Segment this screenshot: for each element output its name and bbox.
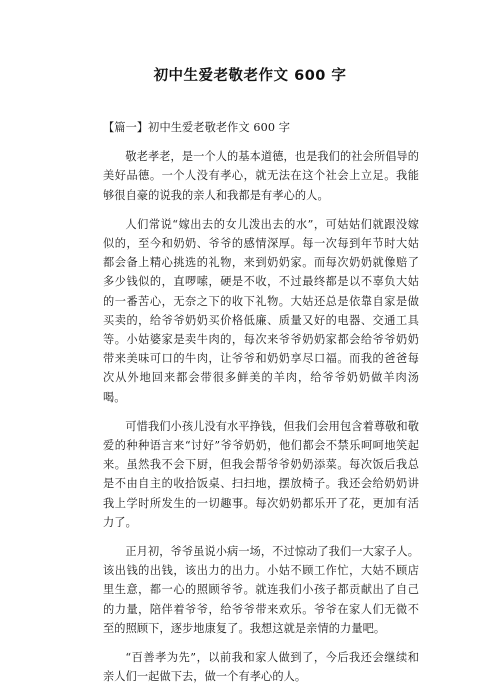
paragraph-3: 可惜我们小孩儿没有水平挣钱，但我们会用包含着尊敬和敬爱的种种语言来“讨好”爷爷奶奶，他们都会不禁乐呵呵地笑起来。虽然我不会下厨，但我会帮爷爷奶奶添菜。每次饭后我总是不由自主的收拾饭桌、扫扫地，摆放椅子。我还会给奶奶讲我上学时所发生的一切趣事。每次奶奶都乐开了花，更加有活力了。 (103, 419, 419, 529)
paragraph-2: 人们常说“嫁出去的女儿泼出去的水”，可姑姑们就跟没嫁似的，至今和奶奶、爷爷的感情深厚。每一次每到年节时大姑都会备上精心挑选的礼物，来到奶奶家。而每次奶奶就像赔了多少钱似的，直啰嗦，硬是不收，不过最终都是以不辜负大姑的一番苦心，无奈之下的收下礼物。大姑还总是依靠自家是做买卖的，给爷爷奶奶买价格低廉、质量又好的电器、交通工具等。小姑婆家是卖牛肉的，每次来爷爷奶奶家都会给爷爷奶奶带来美味可口的牛肉，让爷爷和奶奶享尽口福。而我的爸爸每次从外地回来都会带很多鲜美的羊肉，给爷爷奶奶做羊肉汤喝。 (103, 217, 419, 404)
document-title: 初中生爱老敬老作文 600 字 (153, 68, 347, 84)
paragraph-4: 正月初，爷爷虽说小病一场，不过惊动了我们一大家子人。该出钱的出钱，该出力的出力。小姑不顾工作忙，大姑不顾店里生意，都一心的照顾爷爷。就连我们小孩子都贡献出了自己的力量，陪伴着爷爷，给爷爷带来欢乐。爷爷在家人们无微不至的照顾下，逐步地康复了。我想这就是亲情的力量吧。 (103, 545, 419, 635)
document-body (103, 118, 419, 696)
section-heading: 【篇一】初中生爱老敬老作文 600 字 (103, 121, 290, 134)
paragraph-1: 敬老孝老，是一个人的基本道德，也是我们的社会所倡导的美好品德。一个人没有孝心，就无法在这个社会上立足。我能够很自豪的说我的亲人和我都是有孝心的人。 (103, 150, 419, 202)
paragraph-5: “百善孝为先”，以前我和家人做到了，今后我还会继续和亲人们一起做下去，做一个有孝心的人。 (103, 651, 419, 684)
